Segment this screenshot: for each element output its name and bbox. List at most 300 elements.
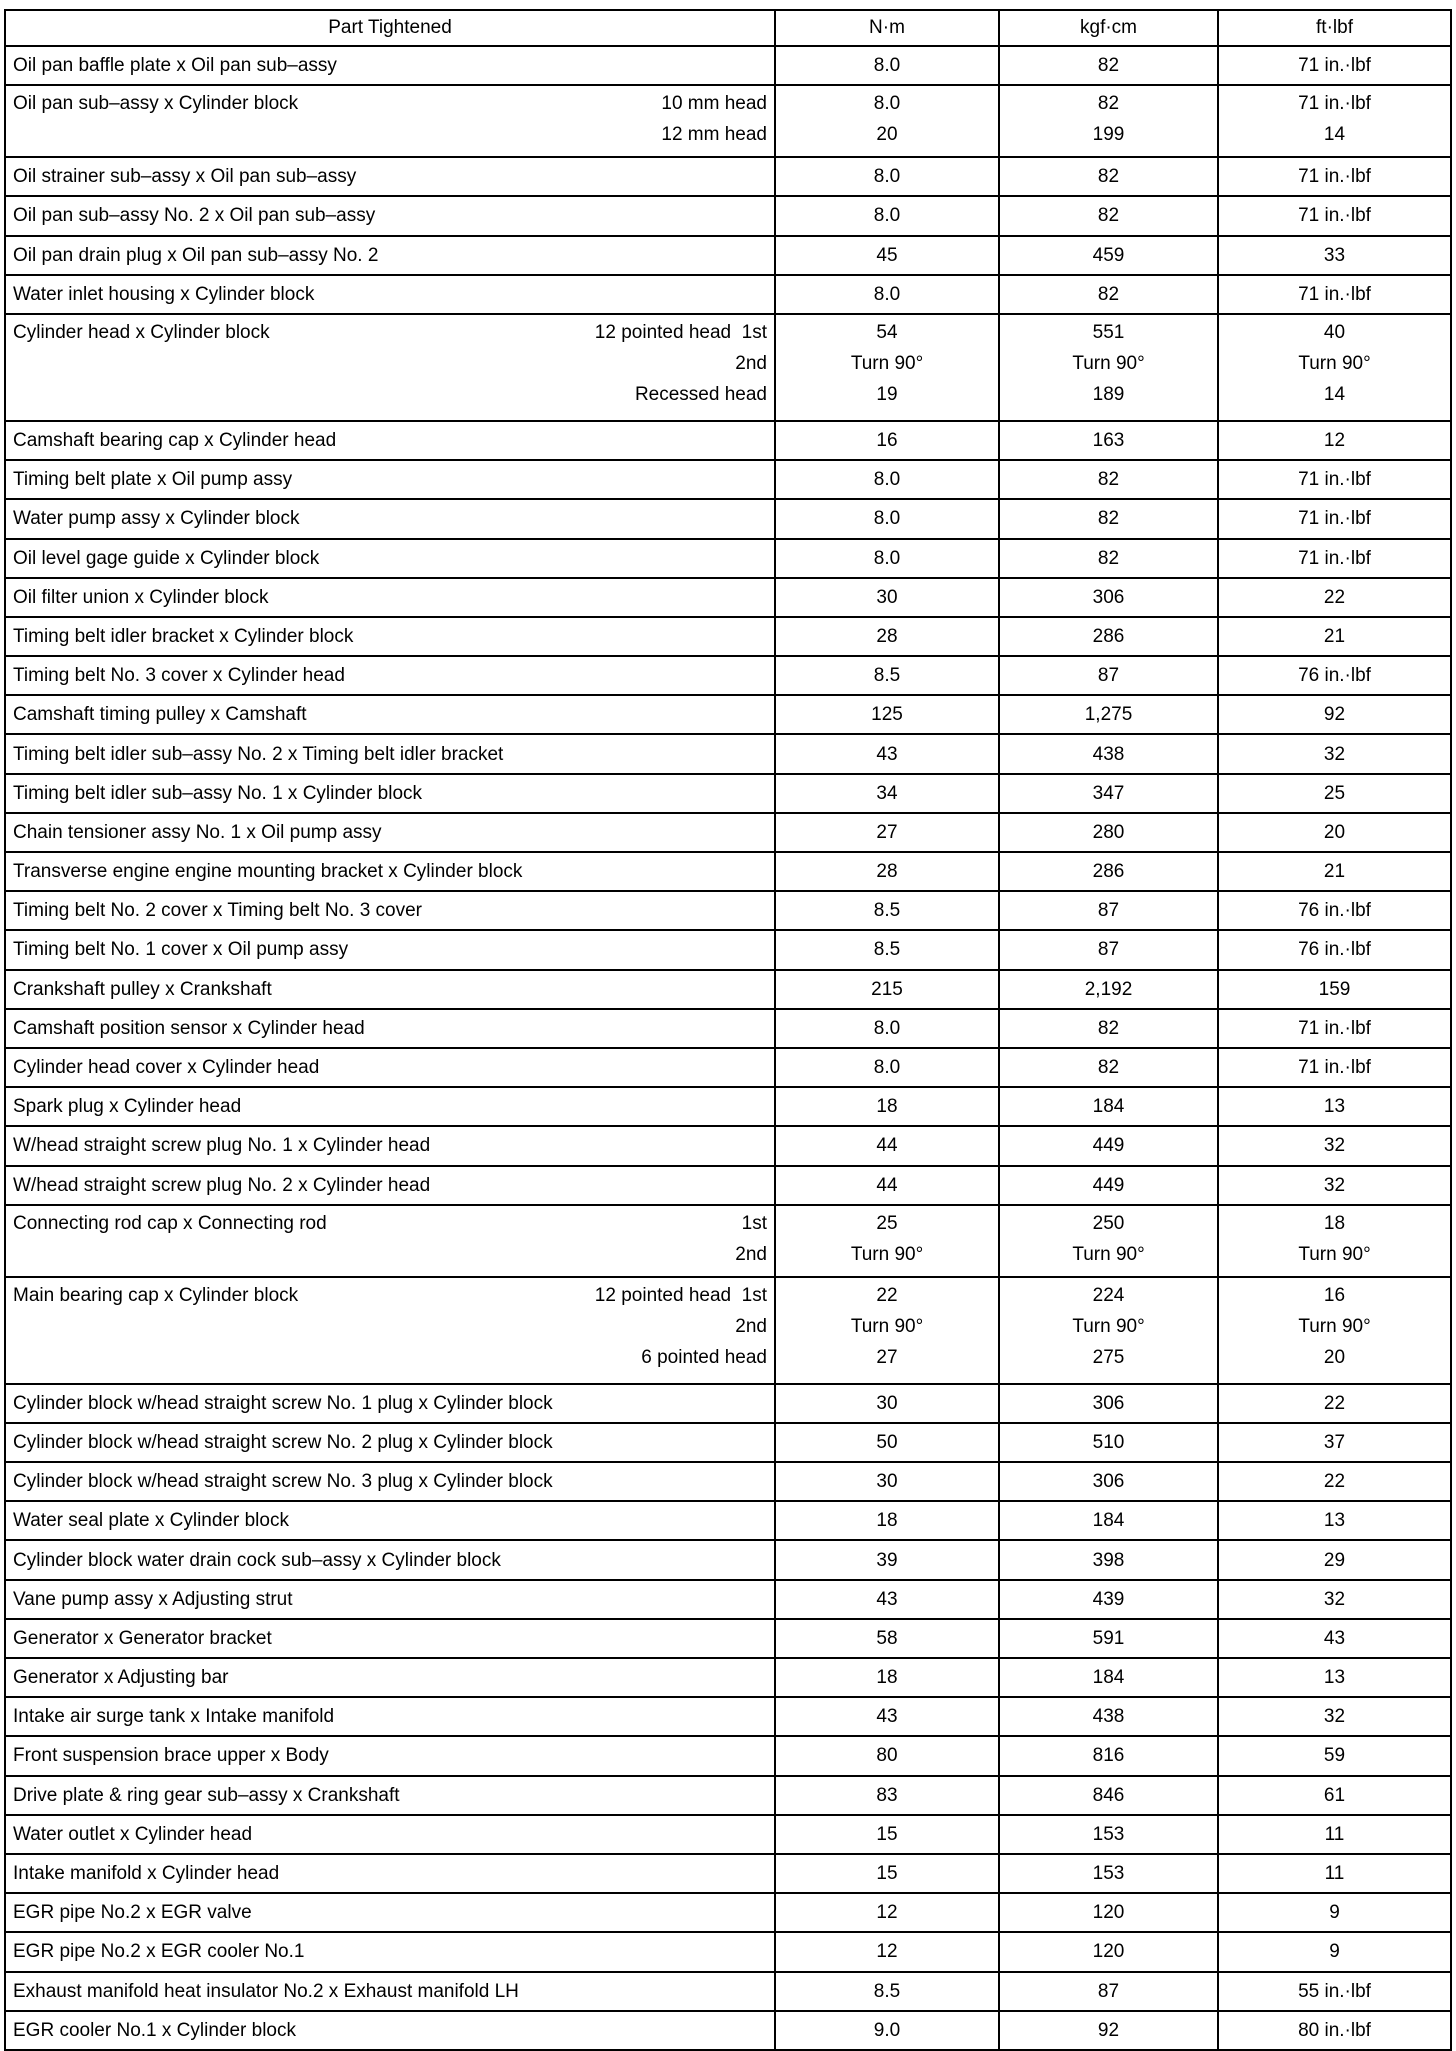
ftlbf-value: 71 in.·lbf xyxy=(1298,283,1371,305)
part-name: Cylinder block w/head straight screw No. 1 plug x Cylinder block xyxy=(13,1392,553,1414)
nm-value: 43 xyxy=(876,743,898,765)
nm-value-cell xyxy=(775,1087,999,1126)
header-part-tightened: Part Tightened xyxy=(5,10,775,46)
kgfcm-value: 82 xyxy=(1097,508,1120,530)
nm-value-cell xyxy=(775,970,999,1009)
sub-labels xyxy=(595,317,767,410)
ftlbf-value-cell xyxy=(1218,1854,1451,1893)
kgfcm-value: 306 xyxy=(1092,586,1125,608)
kgfcm-value-cell xyxy=(999,1384,1218,1423)
ftlbf-value: 159 xyxy=(1318,978,1351,1000)
nm-value-cell xyxy=(775,539,999,578)
kgfcm-value-cell xyxy=(999,813,1218,852)
part-cell-content xyxy=(13,1936,767,1967)
nm-value-cell xyxy=(775,930,999,969)
kgfcm-value: 846 xyxy=(1092,1784,1125,1806)
table-row xyxy=(5,1580,1451,1619)
kgfcm-value: 163 xyxy=(1092,430,1125,452)
part-name: Oil pan drain plug x Oil pan sub–assy No. 2 xyxy=(13,244,379,266)
kgfcm-value: 87 xyxy=(1097,1980,1120,2002)
kgfcm-value: Turn 90° xyxy=(1072,1315,1145,1337)
kgfcm-value: 2,192 xyxy=(1084,978,1133,1000)
nm-value: 8.0 xyxy=(873,547,901,569)
part-cell xyxy=(5,1854,775,1893)
table-row xyxy=(5,196,1451,235)
ftlbf-value-cell xyxy=(1218,421,1451,460)
nm-value: Turn 90° xyxy=(850,1243,924,1265)
nm-value: 80 xyxy=(876,1745,898,1767)
nm-value-cell xyxy=(775,1048,999,1087)
kgfcm-value-cell xyxy=(999,656,1218,695)
nm-value-cell xyxy=(775,1697,999,1736)
part-name: Spark plug x Cylinder head xyxy=(13,1096,242,1118)
part-cell-content xyxy=(13,1623,767,1654)
ftlbf-value-cell xyxy=(1218,1166,1451,1205)
table-row xyxy=(5,656,1451,695)
part-cell xyxy=(5,1277,775,1384)
kgfcm-value-cell xyxy=(999,695,1218,734)
nm-value-cell xyxy=(775,236,999,275)
sub-label: 2nd xyxy=(735,352,767,374)
ftlbf-value-cell xyxy=(1218,1972,1451,2011)
kgfcm-value: 816 xyxy=(1092,1745,1125,1767)
nm-value: 18 xyxy=(876,1667,898,1689)
kgfcm-value: 438 xyxy=(1092,743,1125,765)
part-cell xyxy=(5,1972,775,2011)
ftlbf-value-cell xyxy=(1218,1776,1451,1815)
part-cell xyxy=(5,539,775,578)
part-cell xyxy=(5,236,775,275)
nm-value: 43 xyxy=(876,1588,898,1610)
part-cell-content xyxy=(13,503,767,534)
nm-value: 45 xyxy=(876,244,898,266)
kgfcm-value: 286 xyxy=(1092,861,1125,883)
ftlbf-value: 43 xyxy=(1323,1627,1346,1649)
ftlbf-value: 20 xyxy=(1323,821,1346,843)
ftlbf-value: 71 in.·lbf xyxy=(1298,508,1371,530)
kgfcm-value: 87 xyxy=(1097,939,1120,961)
nm-value-cell xyxy=(775,695,999,734)
part-name: Timing belt idler sub–assy No. 2 x Timing belt idler bracket xyxy=(13,743,504,765)
part-cell-content xyxy=(13,1858,767,1889)
part-cell xyxy=(5,930,775,969)
kgfcm-value-cell xyxy=(999,1815,1218,1854)
kgfcm-value-cell xyxy=(999,46,1218,85)
kgfcm-value: 459 xyxy=(1092,244,1125,266)
nm-value-cell xyxy=(775,1126,999,1165)
part-cell-content xyxy=(13,240,767,271)
nm-value: 12 xyxy=(876,1941,898,1963)
kgfcm-value: 184 xyxy=(1092,1096,1125,1118)
nm-value: 8.0 xyxy=(873,283,901,305)
part-name: Oil filter union x Cylinder block xyxy=(13,586,269,608)
part-cell-content xyxy=(13,1897,767,1928)
part-cell xyxy=(5,421,775,460)
ftlbf-value-cell xyxy=(1218,1736,1451,1775)
ftlbf-value-cell xyxy=(1218,1087,1451,1126)
kgfcm-value-cell xyxy=(999,1658,1218,1697)
table-row xyxy=(5,1697,1451,1736)
part-cell-content xyxy=(13,425,767,456)
part-cell-content xyxy=(13,2015,767,2046)
part-name: EGR pipe No.2 x EGR cooler No.1 xyxy=(13,1941,305,1963)
kgfcm-value-cell xyxy=(999,852,1218,891)
part-cell xyxy=(5,578,775,617)
ftlbf-value-cell xyxy=(1218,1277,1451,1384)
nm-value-cell xyxy=(775,813,999,852)
part-cell xyxy=(5,1932,775,1971)
kgfcm-value: 189 xyxy=(1092,383,1125,405)
kgfcm-value-cell xyxy=(999,539,1218,578)
part-cell xyxy=(5,1540,775,1579)
ftlbf-value-cell xyxy=(1218,1932,1451,1971)
kgfcm-value-cell xyxy=(999,157,1218,196)
sub-label: 2nd xyxy=(735,1315,767,1337)
ftlbf-value-cell xyxy=(1218,539,1451,578)
part-cell-content xyxy=(13,1170,767,1201)
kgfcm-value-cell xyxy=(999,1972,1218,2011)
ftlbf-value-cell xyxy=(1218,578,1451,617)
part-cell xyxy=(5,157,775,196)
part-cell xyxy=(5,1580,775,1619)
nm-value-cell xyxy=(775,1540,999,1579)
sub-label: Recessed head xyxy=(634,383,767,405)
nm-value: 8.0 xyxy=(873,205,901,227)
nm-value: 12 xyxy=(876,1902,898,1924)
ftlbf-value: 20 xyxy=(1323,1346,1346,1368)
ftlbf-value: 32 xyxy=(1323,1706,1346,1728)
nm-value-cell xyxy=(775,1462,999,1501)
kgfcm-value: 438 xyxy=(1092,1706,1125,1728)
nm-value: 50 xyxy=(876,1431,898,1453)
part-cell-content xyxy=(13,1466,767,1497)
nm-value: 18 xyxy=(876,1510,898,1532)
kgfcm-value: 153 xyxy=(1092,1863,1125,1885)
sub-label: 12 mm head xyxy=(661,124,767,146)
table-row xyxy=(5,1423,1451,1462)
nm-value: 215 xyxy=(871,978,903,1000)
part-name: Oil pan baffle plate x Oil pan sub–assy xyxy=(13,55,337,77)
nm-value: 125 xyxy=(871,704,903,726)
ftlbf-value: 13 xyxy=(1323,1510,1346,1532)
part-name: Oil pan sub–assy x Cylinder block xyxy=(13,93,299,115)
ftlbf-value: 71 in.·lbf xyxy=(1298,1057,1371,1079)
kgfcm-value-cell xyxy=(999,236,1218,275)
ftlbf-value-cell xyxy=(1218,1423,1451,1462)
table-row xyxy=(5,578,1451,617)
kgfcm-value-cell xyxy=(999,970,1218,1009)
kgfcm-value-cell xyxy=(999,1205,1218,1277)
part-cell-content xyxy=(13,200,767,231)
ftlbf-value-cell xyxy=(1218,1048,1451,1087)
sub-label: 2nd xyxy=(735,1243,767,1265)
nm-value-cell xyxy=(775,1619,999,1658)
nm-value: Turn 90° xyxy=(850,1315,924,1337)
part-cell xyxy=(5,1462,775,1501)
ftlbf-value-cell xyxy=(1218,1540,1451,1579)
kgfcm-value-cell xyxy=(999,1854,1218,1893)
part-cell-content xyxy=(13,699,767,730)
nm-value-cell xyxy=(775,421,999,460)
ftlbf-value: 32 xyxy=(1323,1588,1346,1610)
part-name: Generator x Adjusting bar xyxy=(13,1667,229,1689)
ftlbf-value-cell xyxy=(1218,1658,1451,1697)
table-row xyxy=(5,774,1451,813)
table-row xyxy=(5,930,1451,969)
kgfcm-value-cell xyxy=(999,1619,1218,1658)
table-row xyxy=(5,2011,1451,2050)
part-cell xyxy=(5,774,775,813)
part-cell-content xyxy=(13,88,767,150)
ftlbf-value: 9 xyxy=(1329,1902,1340,1924)
ftlbf-value: 21 xyxy=(1323,625,1346,647)
sub-labels xyxy=(735,1208,767,1270)
nm-value: 8.0 xyxy=(873,469,901,491)
part-cell-content xyxy=(13,1052,767,1083)
ftlbf-value: 11 xyxy=(1324,1823,1345,1845)
part-cell xyxy=(5,1384,775,1423)
nm-value: 39 xyxy=(876,1549,898,1571)
kgfcm-value: 82 xyxy=(1097,1017,1120,1039)
kgfcm-value: 224 xyxy=(1092,1284,1125,1306)
ftlbf-value-cell xyxy=(1218,236,1451,275)
ftlbf-value: 22 xyxy=(1323,586,1346,608)
part-cell xyxy=(5,1009,775,1048)
table-row xyxy=(5,1972,1451,2011)
ftlbf-value: 59 xyxy=(1323,1745,1346,1767)
part-name: Oil strainer sub–assy x Oil pan sub–assy xyxy=(13,166,357,188)
nm-value: 15 xyxy=(876,1863,898,1885)
kgfcm-value-cell xyxy=(999,734,1218,773)
part-name: Vane pump assy x Adjusting strut xyxy=(13,1588,293,1610)
ftlbf-value: 29 xyxy=(1323,1549,1346,1571)
ftlbf-value: 76 in.·lbf xyxy=(1298,900,1371,922)
nm-value: 8.5 xyxy=(873,1980,901,2002)
kgfcm-value-cell xyxy=(999,1580,1218,1619)
kgfcm-value: 306 xyxy=(1092,1392,1125,1414)
kgfcm-value-cell xyxy=(999,1048,1218,1087)
part-name: Connecting rod cap x Connecting rod xyxy=(13,1212,327,1234)
kgfcm-value: 306 xyxy=(1092,1471,1125,1493)
nm-value: 9.0 xyxy=(873,2019,901,2041)
part-cell xyxy=(5,734,775,773)
ftlbf-value-cell xyxy=(1218,499,1451,538)
sub-label: 12 pointed head 1st xyxy=(594,1284,767,1306)
table-row xyxy=(5,734,1451,773)
nm-value: 30 xyxy=(876,1392,898,1414)
header-ftlbf: ft·lbf xyxy=(1218,10,1451,46)
part-cell-content xyxy=(13,1740,767,1771)
part-name: Timing belt No. 1 cover x Oil pump assy xyxy=(13,939,349,961)
part-cell-content xyxy=(13,279,767,310)
nm-value: 22 xyxy=(876,1284,898,1306)
kgfcm-value-cell xyxy=(999,1893,1218,1932)
ftlbf-value: 55 in.·lbf xyxy=(1298,1980,1371,2002)
kgfcm-value-cell xyxy=(999,1423,1218,1462)
table-row xyxy=(5,1776,1451,1815)
ftlbf-value: Turn 90° xyxy=(1298,1315,1371,1337)
kgfcm-value: 87 xyxy=(1097,900,1120,922)
ftlbf-value: 40 xyxy=(1323,321,1346,343)
ftlbf-value-cell xyxy=(1218,1893,1451,1932)
part-cell xyxy=(5,46,775,85)
table-row xyxy=(5,1166,1451,1205)
ftlbf-value: 13 xyxy=(1323,1096,1346,1118)
ftlbf-value-cell xyxy=(1218,970,1451,1009)
part-cell xyxy=(5,460,775,499)
nm-value-cell xyxy=(775,460,999,499)
kgfcm-value-cell xyxy=(999,1501,1218,1540)
nm-value-cell xyxy=(775,1736,999,1775)
part-name: W/head straight screw plug No. 1 x Cylinder head xyxy=(13,1135,431,1157)
part-cell xyxy=(5,196,775,235)
part-cell-content xyxy=(13,543,767,574)
table-row xyxy=(5,1277,1451,1384)
kgfcm-value-cell xyxy=(999,499,1218,538)
table-row xyxy=(5,695,1451,734)
part-cell xyxy=(5,314,775,421)
part-name: Timing belt No. 3 cover x Cylinder head xyxy=(13,665,345,687)
table-row xyxy=(5,1932,1451,1971)
table-row xyxy=(5,1893,1451,1932)
header-row xyxy=(5,10,1451,46)
part-name: Generator x Generator bracket xyxy=(13,1627,272,1649)
table-row xyxy=(5,85,1451,157)
part-cell-content xyxy=(13,856,767,887)
nm-value: 27 xyxy=(876,1346,898,1368)
part-cell xyxy=(5,1658,775,1697)
nm-value-cell xyxy=(775,499,999,538)
kgfcm-value-cell xyxy=(999,275,1218,314)
kgfcm-value-cell xyxy=(999,774,1218,813)
table-row xyxy=(5,1658,1451,1697)
ftlbf-value-cell xyxy=(1218,1126,1451,1165)
nm-value-cell xyxy=(775,275,999,314)
nm-value-cell xyxy=(775,1972,999,2011)
kgfcm-value-cell xyxy=(999,1009,1218,1048)
part-name: Cylinder block water drain cock sub–assy x Cylinder block xyxy=(13,1549,501,1571)
part-cell xyxy=(5,813,775,852)
part-name: Intake manifold x Cylinder head xyxy=(13,1863,280,1885)
table-row xyxy=(5,421,1451,460)
nm-value-cell xyxy=(775,617,999,656)
kgfcm-value-cell xyxy=(999,1540,1218,1579)
table-row xyxy=(5,852,1451,891)
table-row xyxy=(5,1736,1451,1775)
ftlbf-value-cell xyxy=(1218,46,1451,85)
part-name: Cylinder head cover x Cylinder head xyxy=(13,1057,320,1079)
part-cell xyxy=(5,2011,775,2050)
part-name: Water inlet housing x Cylinder block xyxy=(13,283,315,305)
kgfcm-value: 82 xyxy=(1097,283,1120,305)
part-cell-content xyxy=(13,660,767,691)
ftlbf-value-cell xyxy=(1218,460,1451,499)
sub-label: 6 pointed head xyxy=(641,1346,767,1368)
table-row xyxy=(5,1815,1451,1854)
nm-value: 18 xyxy=(876,1096,898,1118)
part-cell-content xyxy=(13,1091,767,1122)
table-row xyxy=(5,813,1451,852)
part-cell-content xyxy=(13,1130,767,1161)
part-name: Water outlet x Cylinder head xyxy=(13,1823,253,1845)
nm-value: 54 xyxy=(876,321,898,343)
nm-value: 8.5 xyxy=(873,665,901,687)
ftlbf-value: 61 xyxy=(1323,1784,1346,1806)
part-cell xyxy=(5,85,775,157)
table-row xyxy=(5,1205,1451,1277)
part-cell-content xyxy=(13,1701,767,1732)
part-cell-content xyxy=(13,1662,767,1693)
nm-value-cell xyxy=(775,1893,999,1932)
ftlbf-value-cell xyxy=(1218,695,1451,734)
sub-labels xyxy=(661,88,767,150)
nm-value: 27 xyxy=(876,821,898,843)
table-row xyxy=(5,46,1451,85)
kgfcm-value-cell xyxy=(999,314,1218,421)
ftlbf-value-cell xyxy=(1218,85,1451,157)
ftlbf-value: 18 xyxy=(1323,1212,1346,1234)
part-cell-content xyxy=(13,934,767,965)
nm-value-cell xyxy=(775,1854,999,1893)
kgfcm-value: 275 xyxy=(1092,1346,1125,1368)
part-name: Exhaust manifold heat insulator No.2 x Exhaust manifold LH xyxy=(13,1980,519,2002)
kgfcm-value: 551 xyxy=(1092,321,1125,343)
kgfcm-value: 347 xyxy=(1092,782,1125,804)
ftlbf-value-cell xyxy=(1218,2011,1451,2050)
kgfcm-value: 439 xyxy=(1092,1588,1125,1610)
part-cell xyxy=(5,1736,775,1775)
nm-value: 30 xyxy=(876,1471,898,1493)
ftlbf-value-cell xyxy=(1218,1619,1451,1658)
ftlbf-value-cell xyxy=(1218,891,1451,930)
part-cell-content xyxy=(13,464,767,495)
part-name: Front suspension brace upper x Body xyxy=(13,1745,329,1767)
nm-value-cell xyxy=(775,1658,999,1697)
part-name: Drive plate & ring gear sub–assy x Crankshaft xyxy=(13,1784,400,1806)
ftlbf-value: 76 in.·lbf xyxy=(1298,665,1371,687)
ftlbf-value: Turn 90° xyxy=(1298,1243,1371,1265)
kgfcm-value: 449 xyxy=(1092,1174,1125,1196)
part-cell-content xyxy=(13,1013,767,1044)
part-cell xyxy=(5,1048,775,1087)
table-row xyxy=(5,1462,1451,1501)
sub-label: 10 mm head xyxy=(661,93,767,115)
part-cell-content xyxy=(13,1505,767,1536)
part-cell-content xyxy=(13,974,767,1005)
nm-value: 16 xyxy=(876,430,898,452)
ftlbf-value: 80 in.·lbf xyxy=(1298,2019,1371,2041)
ftlbf-value-cell xyxy=(1218,852,1451,891)
part-name: EGR cooler No.1 x Cylinder block xyxy=(13,2019,296,2041)
part-cell xyxy=(5,1087,775,1126)
kgfcm-value-cell xyxy=(999,1462,1218,1501)
table-row xyxy=(5,970,1451,1009)
kgfcm-value-cell xyxy=(999,1776,1218,1815)
ftlbf-value: 22 xyxy=(1323,1392,1346,1414)
kgfcm-value-cell xyxy=(999,1277,1218,1384)
nm-value: 8.0 xyxy=(873,93,901,115)
kgfcm-value-cell xyxy=(999,617,1218,656)
part-cell xyxy=(5,1501,775,1540)
ftlbf-value: 32 xyxy=(1323,1135,1346,1157)
part-name: Chain tensioner assy No. 1 x Oil pump assy xyxy=(13,821,382,843)
part-cell-content xyxy=(13,50,767,81)
ftlbf-value-cell xyxy=(1218,1580,1451,1619)
kgfcm-value-cell xyxy=(999,1087,1218,1126)
ftlbf-value: 71 in.·lbf xyxy=(1298,55,1371,77)
kgfcm-value: 82 xyxy=(1097,469,1120,491)
part-cell xyxy=(5,1697,775,1736)
